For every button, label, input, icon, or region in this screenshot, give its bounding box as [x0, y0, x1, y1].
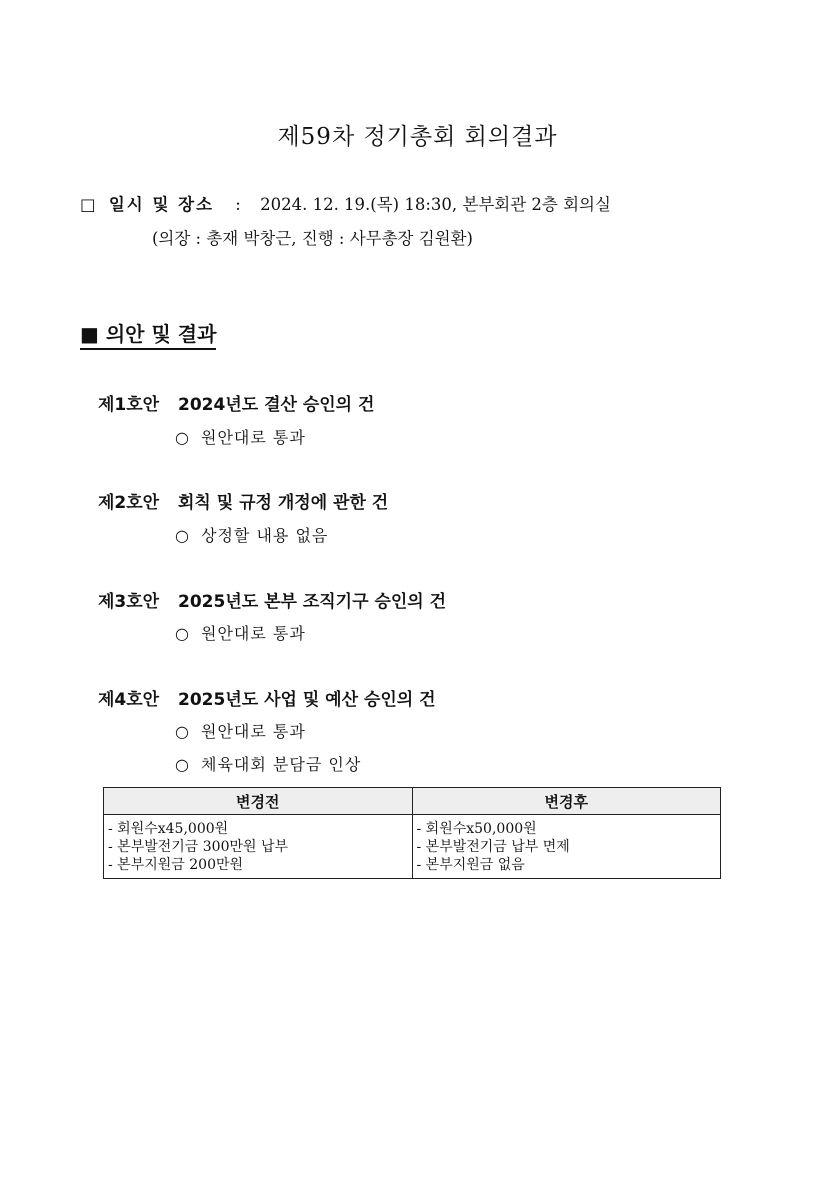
list-item: - 본부발전기금 납부 면제 — [416, 839, 570, 855]
circle-bullet: ○ — [175, 755, 190, 774]
agenda-title: 2024년도 결산 승인의 건 — [178, 395, 375, 415]
agenda-title: 회칙 및 규정 개정에 관한 건 — [178, 493, 389, 513]
meeting-info — [80, 191, 611, 215]
circle-bullet: ○ — [175, 722, 190, 741]
agenda-title: 2025년도 본부 조직기구 승인의 건 — [178, 592, 447, 612]
agenda-item-4 — [98, 685, 436, 710]
list-item: - 회원수x50,000원 — [416, 821, 537, 837]
after-cell — [412, 815, 721, 879]
list-item: - 본부지원금 200만원 — [108, 857, 244, 873]
table-row — [104, 815, 721, 879]
agenda-result — [175, 752, 361, 775]
circle-bullet: ○ — [175, 624, 190, 643]
agenda-number: 제4호안 — [98, 690, 160, 710]
before-cell — [104, 815, 413, 879]
table-header-row — [104, 788, 721, 815]
agenda-title: 2025년도 사업 및 예산 승인의 건 — [178, 690, 436, 710]
agenda-result-text: 원안대로 통과 — [201, 624, 306, 643]
list-item: - 본부지원금 없음 — [416, 857, 525, 873]
document-title: 제59차 정기총회 회의결과 — [277, 124, 558, 150]
agenda-result-text: 체육대회 분담금 인상 — [201, 755, 362, 774]
agenda-item-1 — [98, 390, 374, 415]
agenda-result — [175, 425, 306, 448]
header-before: 변경전 — [104, 788, 413, 815]
agenda-result-text: 상정할 내용 없음 — [201, 526, 329, 545]
agenda-result-text: 원안대로 통과 — [201, 722, 306, 741]
agenda-number: 제2호안 — [98, 493, 160, 513]
list-item: - 본부발전기금 300만원 납부 — [108, 839, 289, 855]
agenda-result-text: 원안대로 통과 — [201, 428, 306, 447]
section-heading: ■ 의안 및 결과 — [80, 318, 216, 350]
agenda-item-3 — [98, 587, 446, 612]
list-item: - 회원수x45,000원 — [108, 821, 229, 837]
agenda-result — [175, 523, 328, 546]
circle-bullet: ○ — [175, 428, 190, 447]
info-value: 2024. 12. 19.(목) 18:30, 본부회관 2층 회의실 — [260, 195, 611, 214]
meeting-chair-info: (의장 : 총재 박창근, 진행 : 사무총장 김원환) — [152, 229, 473, 248]
header-after: 변경후 — [412, 788, 721, 815]
agenda-number: 제1호안 — [98, 395, 160, 415]
agenda-item-2 — [98, 488, 388, 513]
checkbox-bullet: □ — [80, 195, 96, 214]
circle-bullet: ○ — [175, 526, 190, 545]
agenda-result — [175, 719, 306, 742]
agenda-number: 제3호안 — [98, 592, 160, 612]
info-label: 일시 및 장소 — [108, 195, 215, 214]
info-colon: : — [235, 195, 241, 214]
change-comparison-table — [103, 787, 721, 879]
agenda-result — [175, 621, 306, 644]
